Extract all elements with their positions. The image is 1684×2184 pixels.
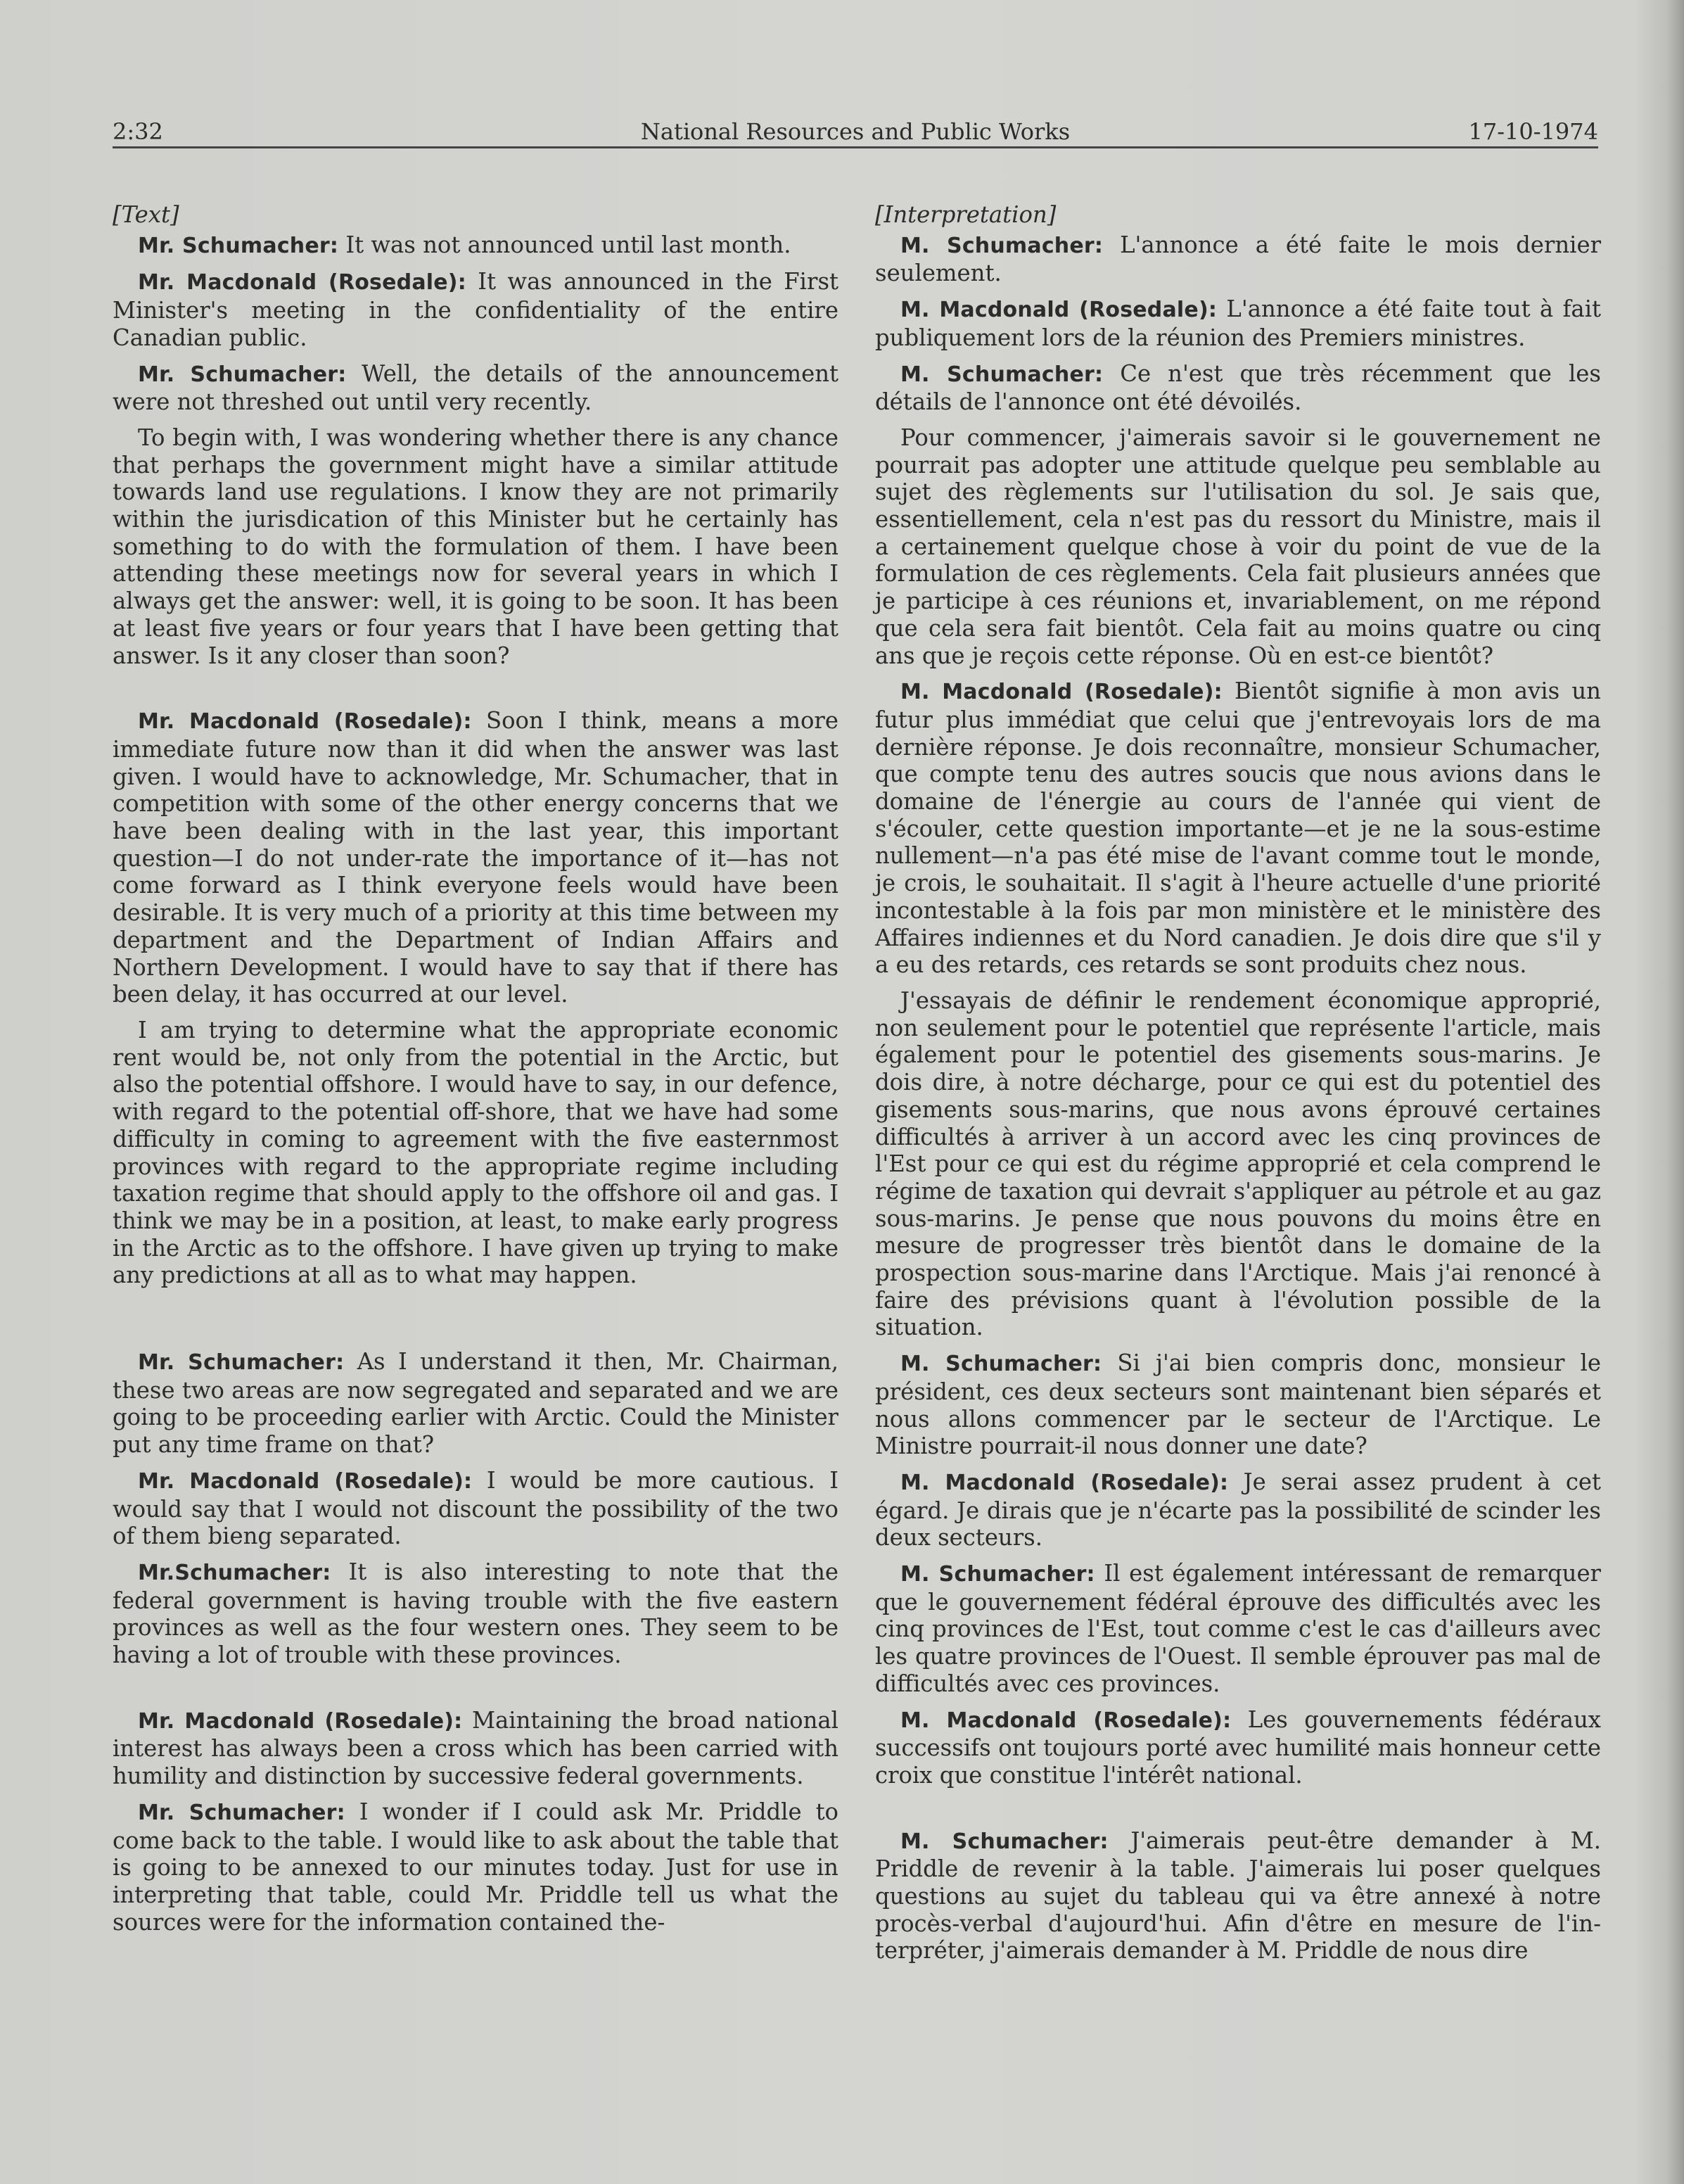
paragraph: [875, 1350, 1601, 1460]
paragraph: [113, 1798, 838, 1936]
english-column: [113, 201, 838, 1944]
page-number: 2:32: [113, 118, 163, 145]
speaker-name: Mr. Macdonald (Rosedale):: [138, 1468, 473, 1494]
paragraph: [875, 1560, 1601, 1698]
paragraph-text: To begin with, I was wondering whether there is any chance that perhaps the government might have a similar attitude towards land use regulations. I know they are not primarily within the jurisdication of this Minister but he certainly has something to do with the formulation of them. I have been attending these meetings now for several years in which I always get the answer: well, it is going to be soon. It has been at least five years or four years that I have been getting that answer. Is it any closer than soon?: [113, 424, 838, 669]
paragraph-text: L'annonce a été faite le mois dernier seulement.: [875, 231, 1602, 287]
paragraph: [113, 1707, 838, 1790]
speaker-name: M. Macdonald (Rosedale):: [900, 1708, 1232, 1733]
paragraph-text: It was announced in the First Minister's meeting in the confidentiality of the entire Canadian public.: [113, 268, 838, 351]
paragraph-text: Ce n'est que très récemment que les détails de l'annonce ont été dévoilés.: [875, 360, 1601, 416]
paragraph-text: As I understand it then, Mr. Chairman, these two areas are now segregated and separated and we are going to be proceeding earlier with Arctic. Could the Minister put any time frame on that?: [113, 1348, 838, 1459]
speaker-name: M. Schumacher:: [900, 1829, 1109, 1854]
speaker-name: M. Macdonald (Rosedale):: [900, 1470, 1229, 1495]
paragraph-text: Pour commencer, j'aimerais savoir si le gouvernement ne pourrait pas adopter une attitude quelque peu semblable au sujet des règlements sur l'utilisation du sol. Je sais que, essentiellement, cela n'est pas du ressort du Ministre, mais il a certainement quelque chose à voir du point de vue de la formulation de ces règlements. Cela fait plusieurs années que je participe à ces réunions et, invariablement, on me répond que cela sera fait bientôt. Cela fait au moins quatre ou cinq ans que je reçois cette réponse. Où en est-ce bientôt?: [875, 424, 1601, 669]
speaker-name: Mr. Macdonald (Rosedale):: [138, 1708, 463, 1734]
speaker-name: M. Macdonald (Rosedale):: [900, 680, 1223, 705]
speaker-name: Mr. Macdonald (Rosedale):: [138, 270, 466, 296]
paragraph-text: Well, the details of the announcement were not threshed out until very recently.: [113, 360, 838, 416]
speaker-name: Mr.Schumacher:: [138, 1560, 331, 1585]
paragraph-text: I would be more cautious. I would say that I would not discount the possibility of the two of them bieng separated.: [113, 1466, 838, 1550]
paragraph-text: Je serai assez prudent à cet égard. Je dirais que je n'écarte pas la possibilité de scinder les deux secteurs.: [875, 1468, 1601, 1551]
paragraph-text: Maintaining the broad national interest has always been a cross which has been carried with humility and distinction by successive federal governments.: [113, 1706, 838, 1790]
paragraph-text: L'annonce a été faite tout à fait publiquement lors de la réunion des Premiers ministres.: [875, 296, 1601, 351]
paragraph-text: I am trying to determine what the appropriate economic rent would be, not only from the potential in the Arctic, but also the potential offshore. I would have to say, in our defence, with regard to the potential off-shore, that we have had some difficulty in coming to agreement with the five easternmost provinces with regard to the appropriate regime including taxation regime that should apply to the offshore oil and gas. I think we may be in a position, at least, to make early progress in the Arctic as to the offshore. I have given up trying to make any predictions at all as to what may happen.: [113, 1016, 838, 1289]
section-tag: [Text]: [113, 201, 179, 228]
paragraph-text: Si j'ai bien compris donc, monsieur le président, ces deux secteurs sont maintenant bien séparés et nous allons commencer par le secteur de l'Arctique. Le Ministre pourrait-il nous donner une date?: [875, 1350, 1601, 1460]
paragraph-text: It is also interesting to note that the federal government is having trouble with the five eastern provinces as well as the four western ones. They seem to be having a lot of trouble with these provinces.: [113, 1558, 838, 1669]
paragraph-text: Soon I think, means a more immediate future now than it did when the answer was last given. I would have to acknowledge, Mr. Schumacher, that in competition with some of the other energy concerns that we have been dealing with in the last year, this important question—I do not under-rate the importance of it—has not come forward as I think everyone feels would have been desirable. It is very much of a priority at this time between my department and the Department of Indian Affairs and Northern Development. I would have to say that if there has been delay, it has occurred at our level.: [113, 707, 838, 1008]
speaker-name: Mr. Schumacher:: [138, 1800, 345, 1825]
paragraph: [875, 1706, 1601, 1789]
paragraph: [875, 424, 1601, 669]
speaker-name: Mr. Macdonald (Rosedale):: [138, 709, 472, 735]
paragraph-text: J'essayais de définir le rendement économique approprié, non seulement pour le potentiel que représente l'article, mais également pour le potentiel des gisements sous-marins. Je dois dire, à notre décharge, pour ce qui est du potentiel des gisements sous-marins, que nous avons éprouvé certaines difficultés à arriver à un accord avec les cinq provinces de l'Est pour ce qui est du régime approprié et cela comprend le régime de taxation qui devrait s'appliquer au pétrole et au gaz sous-marins. Je pense que nous pouvons du moins être en mesure de progresser très bientôt dans le domaine de la prospection sous-marine dans l'Arctique. Mais j'ai renoncé à faire des prévisions quant à l'évolution possible de la situation.: [875, 986, 1601, 1341]
paragraph: [113, 268, 838, 351]
page-date: 17-10-1974: [1468, 118, 1598, 145]
speaker-name: M. Schumacher:: [900, 1352, 1102, 1377]
paragraph: [875, 678, 1601, 979]
paragraph: [875, 987, 1601, 1341]
paragraph: [113, 707, 838, 1008]
french-column: [875, 201, 1601, 1973]
paragraph: [113, 1558, 838, 1669]
paragraph-text: Bientôt signifie à mon avis un futur plus immédiat que celui que j'entrevoyais lors de ma dernière réponse. Je dois reconnaître, monsieur Schumacher, que compte tenu des autres soucis que nous avions dans le domaine de l'énergie au cours de l'année qui vient de s'écouler, cette question importante—et je ne la sous-estime nullement—n'a pas été mise de l'avant comme tout le monde, je crois, le souhaitait. Il s'agit à l'heure actuelle d'une priorité incontestable à la fois par mon ministère et le ministère des Affaires indiennes et du Nord canadien. Je dois dire que s'il y a eu des retards, ces retards se sont produits chez nous.: [875, 678, 1601, 979]
paragraph: [113, 1348, 838, 1459]
paragraph-text: J'aimerais peut-être demander à M. Priddle de revenir à la table. J'aimerais lui poser quelques questions au sujet du tableau qui va être annexé à notre procès-verbal d'aujourd'hui. Afin d'être en mesure de l'interpréter, j'aimerais demander à M. Priddle de nous dire: [875, 1827, 1601, 1964]
paragraph-text: I wonder if I could ask Mr. Priddle to come back to the table. I would like to ask about the table that is going to be annexed to our minutes today. Just for use in interpreting that table, could Mr. Priddle tell us what the sources were for the information contained the-: [113, 1798, 838, 1936]
paragraph: [113, 424, 838, 669]
running-title: National Resources and Public Works: [640, 118, 1071, 145]
paragraph: [875, 1827, 1601, 1965]
paragraph: [875, 1468, 1601, 1551]
paragraph: [113, 1467, 838, 1550]
page-header: [113, 118, 1598, 148]
paragraph: [875, 296, 1601, 351]
speaker-name: M. Schumacher:: [900, 233, 1104, 258]
paragraph: [875, 231, 1601, 287]
section-tag: [Interpretation]: [875, 201, 1057, 228]
speaker-name: Mr. Schumacher:: [138, 1350, 345, 1376]
paragraph: [113, 231, 838, 260]
paragraph-text: Il est également intéressant de remarquer que le gouvernement fédéral éprouve des difficultés avec les cinq provinces de l'Est, tout comme c'est le cas d'ailleurs avec les quatre provinces de l'Ouest. Il semble éprouver pas mal de difficultés avec ces provinces.: [875, 1560, 1601, 1697]
paragraph: [113, 1017, 838, 1289]
speaker-name: M. Schumacher:: [900, 1562, 1095, 1587]
paragraph: [875, 360, 1601, 416]
speaker-name: Mr. Schumacher:: [138, 233, 339, 258]
speaker-name: Mr. Schumacher:: [138, 362, 347, 387]
paragraph-text: It was not announced until last month.: [338, 231, 791, 258]
paragraph-text: Les gouvernements fédéraux successifs ont toujours porté avec humilité mais honneur cette croix que constitue l'intérêt national.: [875, 1706, 1601, 1789]
speaker-name: M. Macdonald (Rosedale):: [900, 298, 1218, 323]
paragraph: [113, 360, 838, 416]
speaker-name: M. Schumacher:: [900, 362, 1104, 387]
